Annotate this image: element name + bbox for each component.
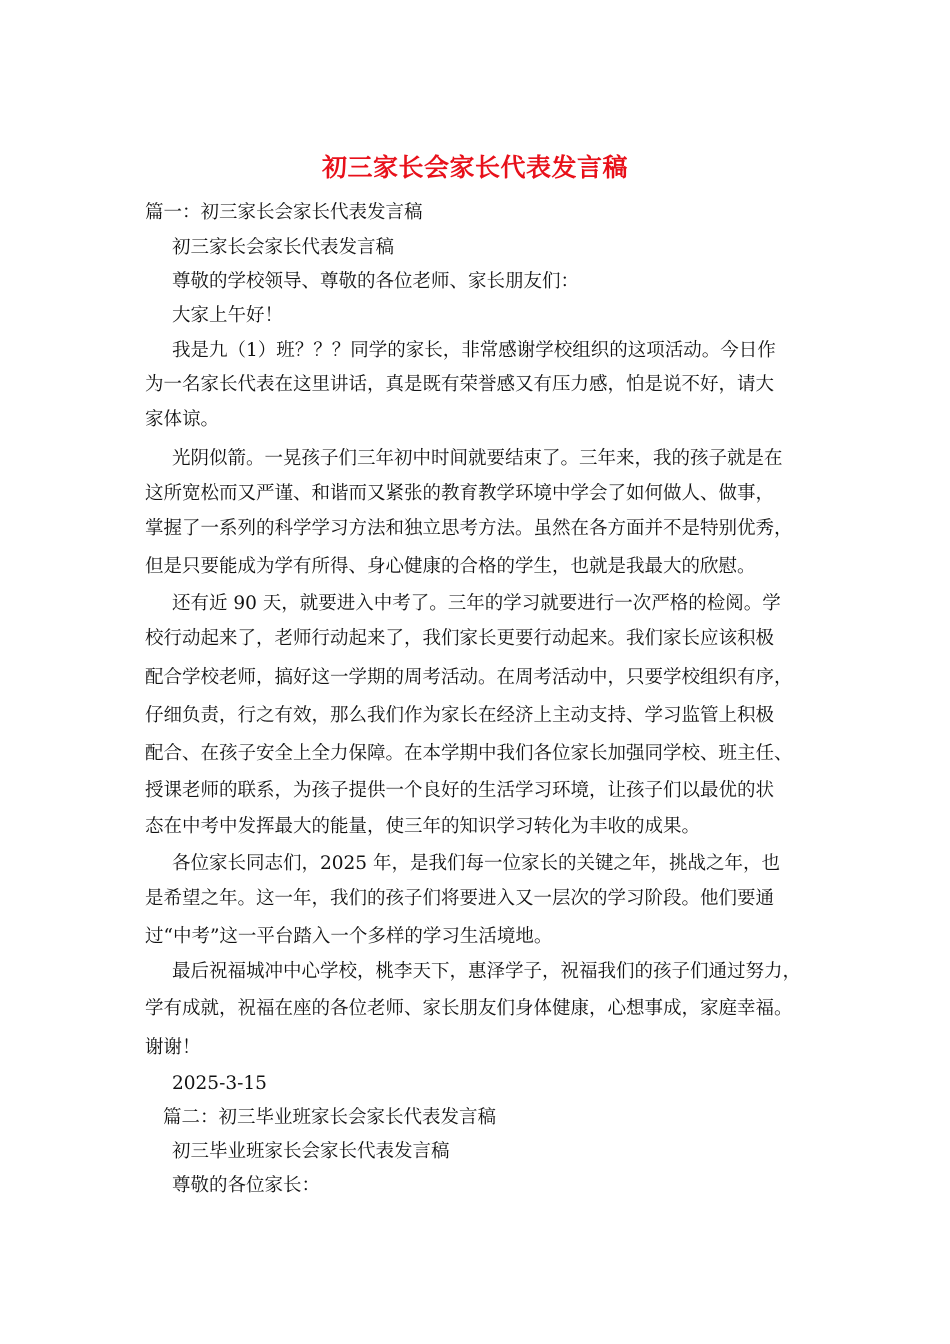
paragraph-line: 仔细负责，行之有效，那么我们作为家长在经济上主动支持、学习监管上积极	[145, 705, 775, 726]
paragraph-line: 配合学校老师，搞好这一学期的周考活动。在周考活动中，只要学校组织有序，	[145, 667, 793, 688]
document-title: 初三家长会家长代表发言稿	[321, 153, 628, 182]
paragraph-line: 我是九（1）班？？？同学的家长，非常感谢学校组织的这项活动。今日作	[172, 340, 776, 361]
paragraph-line: 最后祝福城冲中心学校，桃李天下，惠泽学子，祝福我们的孩子们通过努力，	[172, 961, 802, 982]
paragraph-line: 为一名家长代表在这里讲话，真是既有荣誉感又有压力感，怕是说不好，请大	[145, 374, 775, 395]
paragraph-line: 校行动起来了，老师行动起来了，我们家长更要行动起来。我们家长应该积极	[145, 628, 775, 649]
paragraph-line: 授课老师的联系，为孩子提供一个良好的生活学习环境，让孩子们以最优的状	[145, 780, 775, 801]
paragraph-line: 过“中考”这一平台踏入一个多样的学习生活境地。	[145, 926, 553, 947]
section-heading-2: 篇二：初三毕业班家长会家长代表发言稿	[163, 1107, 497, 1128]
paragraph-line: 态在中考中发挥最大的能量，使三年的知识学习转化为丰收的成果。	[145, 816, 701, 837]
paragraph-line: 各位家长同志们，2025 年，是我们每一位家长的关键之年，挑战之年，也	[172, 853, 780, 874]
paragraph-line: 这所宽松而又严谨、和谐而又紧张的教育教学环境中学会了如何做人、做事，	[145, 483, 775, 504]
paragraph-line: 家体谅。	[145, 409, 220, 430]
closing-thanks: 谢谢！	[145, 1037, 201, 1058]
date: 2025-3-15	[172, 1073, 267, 1094]
paragraph-line: 但是只要能成为学有所得、身心健康的合格的学生，也就是我最大的欣慰。	[145, 556, 756, 577]
paragraph-line: 学有成就，祝福在座的各位老师、家长朋友们身体健康，心想事成，家庭幸福。	[145, 998, 793, 1019]
paragraph-line: 是希望之年。这一年，我们的孩子们将要进入又一层次的学习阶段。他们要通	[145, 888, 775, 909]
paragraph-line: 还有近 90 天，就要进入中考了。三年的学习就要进行一次严格的检阅。学	[172, 593, 781, 614]
section-heading-1: 篇一：初三家长会家长代表发言稿	[145, 202, 423, 223]
paragraph-line: 配合、在孩子安全上全力保障。在本学期中我们各位家长加强同学校、班主任、	[145, 743, 793, 764]
speech-title-2: 初三毕业班家长会家长代表发言稿	[172, 1141, 450, 1162]
salutation-1: 尊敬的学校领导、尊敬的各位老师、家长朋友们：	[172, 271, 580, 292]
salutation-2: 尊敬的各位家长：	[172, 1175, 321, 1196]
speech-title-1: 初三家长会家长代表发言稿	[172, 237, 395, 258]
paragraph-line: 光阴似箭。一晃孩子们三年初中时间就要结束了。三年来，我的孩子就是在	[172, 448, 783, 469]
paragraph-line: 掌握了一系列的科学学习方法和独立思考方法。虽然在各方面并不是特别优秀，	[145, 518, 793, 539]
greeting: 大家上午好！	[172, 305, 284, 326]
